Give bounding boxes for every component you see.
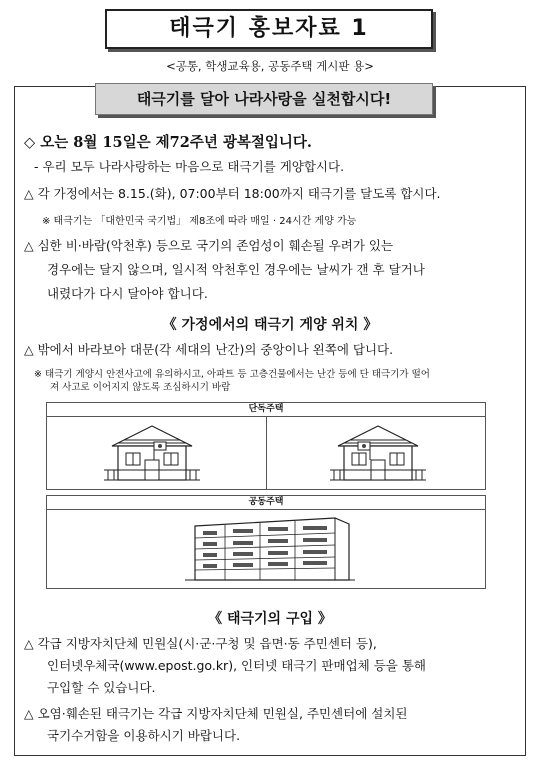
sub-announcement: - 우리 모두 나라사랑하는 마음으로 태극기를 게양합시다. (34, 159, 345, 174)
house-right-illustration (330, 420, 426, 484)
purchase-line-2: 인터넷우체국(www.epost.go.kr), 인터넷 태극기 판매업체 등을 통해 (47, 658, 426, 673)
position-instruction: △ 밖에서 바라보아 대문(각 세대의 난간)의 중앙이나 왼쪽에 답니다. (24, 342, 394, 357)
purchase-line-3: 구입할 수 있습니다. (47, 680, 156, 695)
flag-law-note: ※ 태극기는 「대한민국 국기법」 제8조에 따라 매일 · 24시간 게양 가능 (42, 216, 357, 227)
house-left-illustration (104, 420, 200, 484)
display-time-instruction: △ 각 가정에서는 8.15.(화), 07:00부터 18:00까지 태극기를 달도록 합시다. (24, 186, 441, 201)
weather-rule-line-2: 경우에는 달지 않으며, 일시적 악천후인 경우에는 날씨가 갠 후 달거나 (47, 262, 425, 277)
weather-rule-line-1: △ 심한 비·바람(악천후) 등으로 국기의 존엄성이 훼손될 우려가 있는 (24, 238, 394, 253)
collection-line-1: △ 오염·훼손된 태극기는 각급 지방자치단체 민원실, 주민센터에 설치된 (24, 706, 408, 721)
slogan-banner: 태극기를 달아 나라사랑을 실천합시다! (95, 83, 433, 115)
weather-rule-line-3: 내렸다가 다시 달아야 합니다. (47, 286, 208, 301)
position-section-heading: 《 가정에서의 태극기 게양 위치 》 (162, 317, 378, 333)
collection-line-2: 국기수거함을 이용하시기 바랍니다. (47, 728, 241, 743)
safety-note-line-2: 져 사고로 이어지지 않도록 조심하시기 바람 (50, 382, 231, 393)
purchase-section-heading: 《 태극기의 구입 》 (208, 611, 332, 627)
safety-note-line-1: ※ 태극기 게양시 안전사고에 유의하시고, 아파트 등 고층건물에서는 난간 등에 단 태극기가 떨어 (34, 369, 430, 380)
purchase-line-1: △ 각급 지방자치단체 민원실(시·군·구청 및 읍면·동 주민센터 등), (24, 636, 377, 651)
apartment-illustration (185, 512, 355, 584)
document-title: 태극기 홍보자료 1 (105, 9, 433, 49)
detached-house-caption: 단독주택 (47, 403, 485, 417)
main-announcement: ◇ 오는 8월 15일은 제72주년 광복절입니다. (24, 134, 312, 151)
document-subtitle: <공통, 학생교육용, 공동주택 게시판 용> (166, 59, 374, 73)
apartment-caption: 공동주택 (47, 496, 485, 510)
